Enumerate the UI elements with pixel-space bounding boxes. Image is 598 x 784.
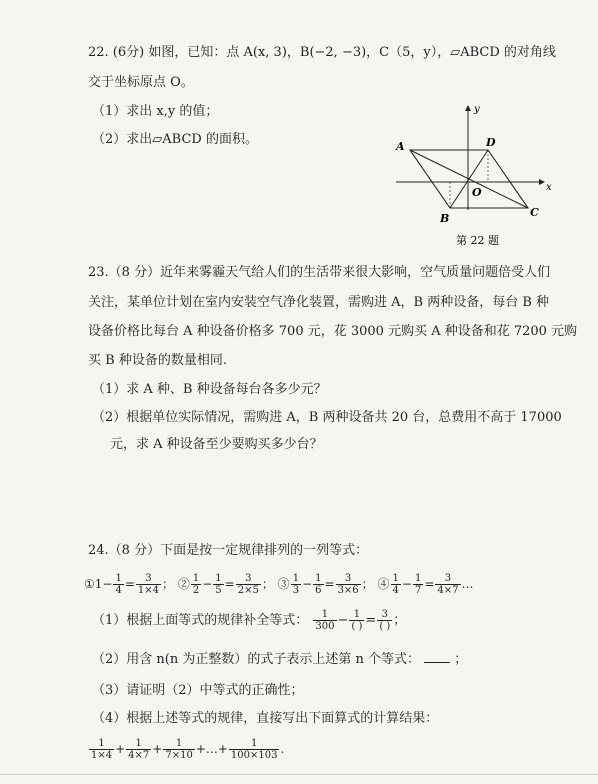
q23-part1: （1）求 A 种、B 种设备每台各多少元？ (92, 382, 327, 397)
q23-line2: 关注，某单位计划在室内安装空气净化装置，需购进 A，B 两种设备，每台 B 种 (88, 295, 550, 310)
fraction: $\frac{1}{1\times 4}$ (91, 738, 113, 761)
q24-sum: $\frac{1}{1\times 4}$ + $\frac{1}{4\times 7}$ + $\frac{1}{7\times 10}$ +…+ $\frac{1}{100\times 103}$ . (91, 738, 285, 761)
q24-part2: （2）用含 n(n 为正整数）的式子表示上述第 n 个等式： (92, 652, 420, 667)
q23-line1: 23.（8 分）近年来雾霾天气给人们的生活带来很大影响，空气质量问题倍受人们 (88, 265, 551, 280)
q24-part2-row: （2）用含 n(n 为正整数）的式子表示上述第 n 个等式： ； (92, 652, 468, 667)
q23-line3: 设备价格比每台 A 种设备价格多 700 元，花 3000 元购买 A 种设备和花 7200 元购 (88, 324, 578, 339)
fraction: $\frac{1}{5}$ (215, 573, 222, 596)
fraction: $\frac{1}{100\times 103}$ (230, 738, 278, 761)
eq3: ③ $\frac{1}{3}$ − $\frac{1}{6}$ = $\frac{3}{3\times 6}$ ； (277, 573, 378, 596)
diagonal-bd (450, 150, 488, 208)
label-y: y (474, 104, 480, 115)
figure-caption: 第 22 题 (456, 234, 499, 247)
q24-part1: （1）根据上面等式的规律补全等式： (92, 613, 309, 628)
q24-equations (84, 569, 474, 599)
fraction: $\frac{1}{2}$ (192, 573, 200, 596)
fraction: $\frac{1}{7}$ (414, 573, 422, 596)
q23-line4: 买 B 种设备的数量相同. (88, 353, 227, 368)
label-c: C (530, 206, 539, 219)
fraction: $\frac{1}{4}$ (115, 573, 122, 596)
q24-title: 24.（8 分）下面是按一定规律排列的一列等式： (88, 543, 369, 558)
label-a: A (396, 140, 405, 153)
fraction: $\frac{1}{3}$ (292, 573, 300, 596)
q24-part3: （3）请证明（2）中等式的正确性； (92, 683, 304, 698)
fraction: $\frac{1}{4\times 7}$ (128, 738, 150, 761)
fraction: $\frac{1}{( )}$ (351, 609, 363, 632)
fraction: $\frac{1}{300}$ (315, 609, 335, 632)
label-o: O (472, 186, 482, 199)
q22-line2: 交于坐标原点 O。 (88, 75, 194, 90)
fraction: $\frac{3}{3\times 6}$ (337, 573, 359, 596)
q24-part4: （4）根据上述等式的规律，直接写出下面算式的计算结果： (92, 711, 439, 726)
fraction: $\frac{1}{7\times 10}$ (165, 738, 193, 761)
q22-part1: （1）求出 x,y 的值； (92, 104, 219, 119)
q22-figure (392, 102, 562, 250)
eq1: ①1− $\frac{1}{4}$ = $\frac{3}{1\times 4}$ ； (84, 573, 178, 596)
q22-line1: 22. (6分) 如图，已知：点 A(x, 3)，B(−2, −3)，C（5，y），▱ABCD 的对角线 (88, 45, 556, 60)
fraction: $\frac{3}{4\times 7}$ (437, 573, 459, 596)
page-bottom-rule (0, 774, 598, 775)
label-b: B (440, 212, 450, 225)
eq2: ② $\frac{1}{2}$ − $\frac{1}{5}$ = $\frac{3}{2\times 5}$ ； (177, 573, 278, 596)
answer-blank (424, 650, 450, 663)
label-x: x (546, 182, 552, 193)
q23-part2a: （2）根据单位实际情况，需购进 A，B 两种设备共 20 台，总费用不高于 17000 (92, 410, 562, 425)
fraction: $\frac{3}{2\times 5}$ (237, 573, 259, 596)
fraction: $\frac{3}{( )}$ (379, 609, 391, 632)
q24-part1-row: （1）根据上面等式的规律补全等式： $\frac{1}{300}$ − $\frac{1}{( )}$ = $\frac{3}{( )}$ ； (92, 609, 407, 632)
q23-part2b: 元，求 A 种设备至少要购买多少台？ (110, 437, 323, 452)
label-d: D (486, 136, 496, 149)
fraction: $\frac{1}{4}$ (392, 573, 399, 596)
fraction: $\frac{3}{1\times 4}$ (137, 573, 160, 596)
q22-part2: （2）求出▱ABCD 的面积。 (92, 132, 258, 147)
eq4: ④ $\frac{1}{4}$ − $\frac{1}{7}$ = $\frac{3}{4\times 7}$ … (377, 573, 474, 596)
fraction: $\frac{1}{6}$ (315, 573, 322, 596)
